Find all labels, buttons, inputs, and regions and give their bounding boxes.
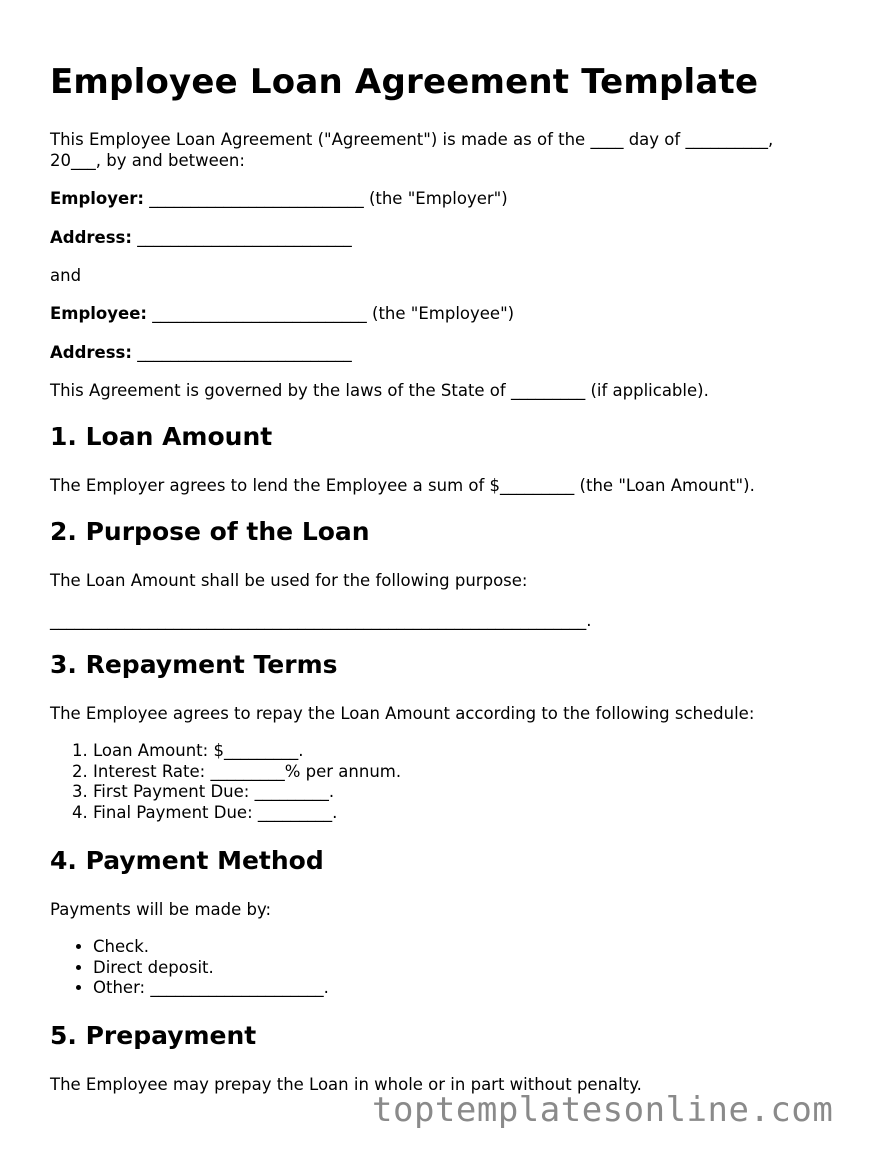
watermark: toptemplatesonline.com — [372, 1090, 834, 1130]
section-loan-amount-heading: 1. Loan Amount — [50, 422, 273, 451]
employee-address-value: __________________________ — [137, 343, 352, 362]
list-item: 1. Loan Amount: $_________. — [93, 741, 401, 762]
employee-address-label: Address: — [50, 343, 132, 362]
list-item: • Check. — [93, 937, 329, 958]
section-purpose-heading: 2. Purpose of the Loan — [50, 517, 370, 546]
intro-line-2: 20___, by and between: — [50, 151, 245, 170]
intro-line-1: This Employee Loan Agreement ("Agreement") is made as of the ____ day of __________, — [50, 130, 774, 149]
employee-value: __________________________ (the "Employee") — [152, 304, 515, 323]
employer-address-label: Address: — [50, 228, 132, 247]
list-item: 2. Interest Rate: _________% per annum. — [93, 762, 401, 783]
employee-address-line — [50, 342, 352, 363]
list-item: • Other: _____________________. — [93, 978, 329, 999]
section-prepayment-text: The Employee may prepay the Loan in whole or in part without penalty. — [50, 1075, 642, 1094]
employer-value: __________________________ (the "Employer") — [149, 189, 508, 208]
section-repayment-heading: 3. Repayment Terms — [50, 650, 338, 679]
governing-law-text: This Agreement is governed by the laws of the State of _________ (if applicable). — [50, 381, 709, 400]
list-item: 4. Final Payment Due: _________. — [93, 803, 401, 824]
employee-label: Employee: — [50, 304, 148, 323]
employee-line — [50, 303, 514, 324]
section-payment-method-heading: 4. Payment Method — [50, 846, 324, 875]
section-purpose-blank: _________________________________________________________________. — [50, 611, 592, 630]
payment-method-list — [50, 937, 329, 999]
repayment-schedule-list — [50, 741, 401, 823]
section-purpose-text: The Loan Amount shall be used for the following purpose: — [50, 571, 528, 590]
list-item: 3. First Payment Due: _________. — [93, 782, 401, 803]
list-item: • Direct deposit. — [93, 958, 329, 979]
section-payment-method-text: Payments will be made by: — [50, 900, 272, 919]
and-text: and — [50, 266, 82, 285]
section-prepayment-heading: 5. Prepayment — [50, 1021, 257, 1050]
employer-label: Employer: — [50, 189, 144, 208]
employer-line — [50, 188, 508, 209]
employer-address-value: __________________________ — [137, 228, 352, 247]
section-repayment-text: The Employee agrees to repay the Loan Amount according to the following schedule: — [50, 704, 755, 723]
section-loan-amount-text: The Employer agrees to lend the Employee a sum of $_________ (the "Loan Amount"). — [50, 476, 755, 495]
employer-address-line — [50, 227, 352, 248]
page-title: Employee Loan Agreement Template — [50, 62, 759, 102]
